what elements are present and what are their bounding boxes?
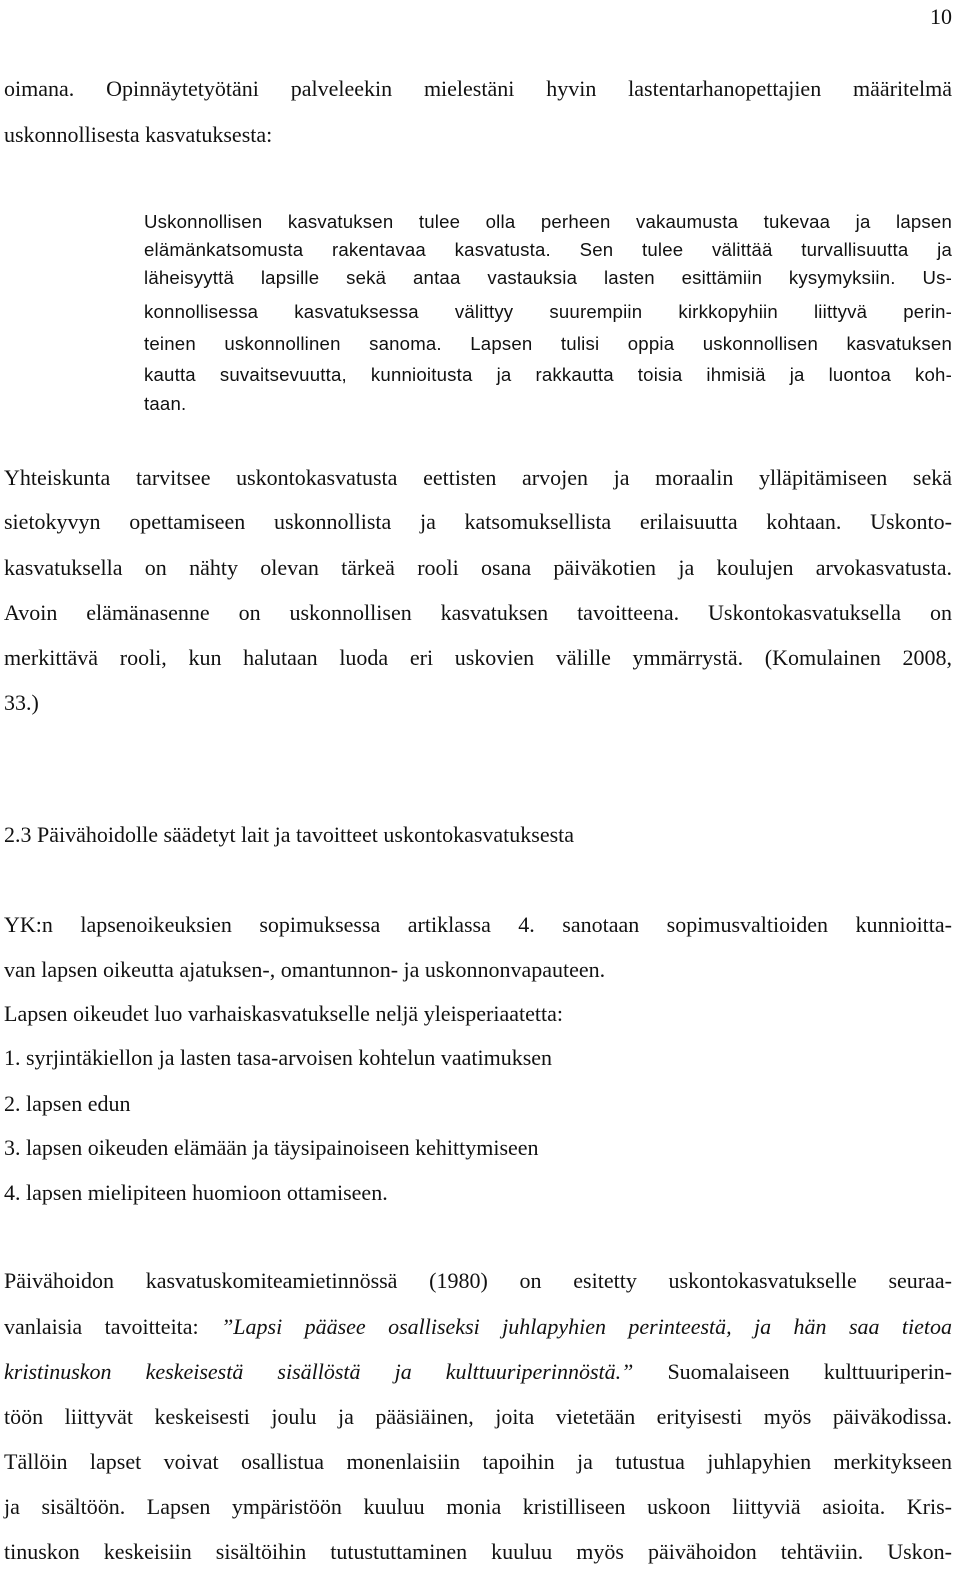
quote-line: teinen uskonnollinen sanoma. Lapsen tulisi oppia uskonnollisen kasvatuksen [144, 333, 952, 354]
list-item: 4. lapsen mielipiteen huomioon ottamiseen. [4, 1180, 388, 1205]
paragraph-line: Tällöin lapset voivat osallistua monenlaisiin tapoihin ja tutustua juhlapyhien merkitykseen [4, 1449, 952, 1474]
paragraph-text: vanlaisia tavoitteita: [4, 1314, 222, 1339]
section-heading: 2.3 Päivähoidolle säädetyt lait ja tavoitteet uskontokasvatuksesta [4, 822, 575, 847]
paragraph-line: Yhteiskunta tarvitsee uskontokasvatusta eettisten arvojen ja moraalin ylläpitämiseen sekä [4, 465, 952, 490]
paragraph-line: Päivähoidon kasvatuskomiteamietinnössä (1980) on esitetty uskontokasvatukselle seuraa- [4, 1268, 952, 1293]
paragraph-line: merkittävä rooli, kun halutaan luoda eri uskovien välille ymmärrystä. (Komulainen 2008, [4, 645, 952, 670]
quote-line: kautta suvaitsevuutta, kunnioitusta ja rakkautta toisia ihmisiä ja luontoa koh- [144, 364, 952, 385]
paragraph-line: 33.) [4, 690, 39, 715]
paragraph-line: Avoin elämänasenne on uskonnollisen kasvatuksen tavoitteena. Uskontokasvatuksella on [4, 600, 952, 625]
paragraph-line [4, 1359, 952, 1385]
paragraph-line [4, 1314, 952, 1340]
paragraph-line: tinuskon keskeisiin sisältöihin tutustuttaminen kuuluu myös päivähoidon tehtäviin. Uskon- [4, 1539, 952, 1564]
intro-line-2: uskonnollisesta kasvatuksesta: [4, 122, 273, 147]
paragraph-line: van lapsen oikeutta ajatuksen-, omantunnon- ja uskonnonvapauteen. [4, 957, 606, 982]
quote-line: läheisyyttä lapsille sekä antaa vastauksia lasten esittämiin kysymyksiin. Us- [144, 267, 952, 288]
list-item: 2. lapsen edun [4, 1091, 131, 1116]
paragraph-line: Lapsen oikeudet luo varhaiskasvatukselle neljä yleisperiaatetta: [4, 1001, 563, 1026]
quote-line: Uskonnollisen kasvatuksen tulee olla perheen vakaumusta tukevaa ja lapsen [144, 211, 952, 232]
intro-line-1: oimana. Opinnäytetyötäni palveleekin mielestäni hyvin lastentarhanopettajien määritelmä [4, 76, 952, 101]
paragraph-line: töön liittyvät keskeisesti joulu ja pääsiäinen, joita vietetään erityisesti myös päiväkodissa. [4, 1404, 952, 1429]
paragraph-text: Suomalaiseen kulttuuriperin- [633, 1359, 953, 1384]
list-item: 3. lapsen oikeuden elämään ja täysipainoiseen kehittymiseen [4, 1135, 539, 1160]
list-item: 1. syrjintäkiellon ja lasten tasa-arvoisen kohtelun vaatimuksen [4, 1045, 553, 1070]
paragraph-line: kasvatuksella on nähty olevan tärkeä rooli osana päiväkotien ja koulujen arvokasvatusta. [4, 555, 952, 580]
quoted-goal: ”Lapsi pääsee osalliseksi juhlapyhien perinteestä, ja hän saa tietoa [221, 1314, 952, 1339]
quote-line: elämänkatsomusta rakentavaa kasvatusta. Sen tulee välittää turvallisuutta ja [144, 239, 952, 260]
quote-line: konnollisessa kasvatuksessa välittyy suurempiin kirkkopyhiin liittyvä perin- [144, 301, 952, 322]
page-number: 10 [930, 4, 952, 29]
quote-line: taan. [144, 393, 187, 414]
paragraph-line: ja sisältöön. Lapsen ympäristöön kuuluu monia kristilliseen uskoon liittyviä asioita. Kris- [4, 1494, 952, 1519]
paragraph-line: sietokyvyn opettamiseen uskonnollista ja katsomuksellista erilaisuutta kohtaan. Uskonto- [4, 509, 952, 534]
paragraph-line: YK:n lapsenoikeuksien sopimuksessa artiklassa 4. sanotaan sopimusvaltioiden kunnioitta- [4, 912, 952, 937]
quoted-goal: kristinuskon keskeisestä sisällöstä ja kulttuuriperinnöstä.” [4, 1359, 634, 1384]
